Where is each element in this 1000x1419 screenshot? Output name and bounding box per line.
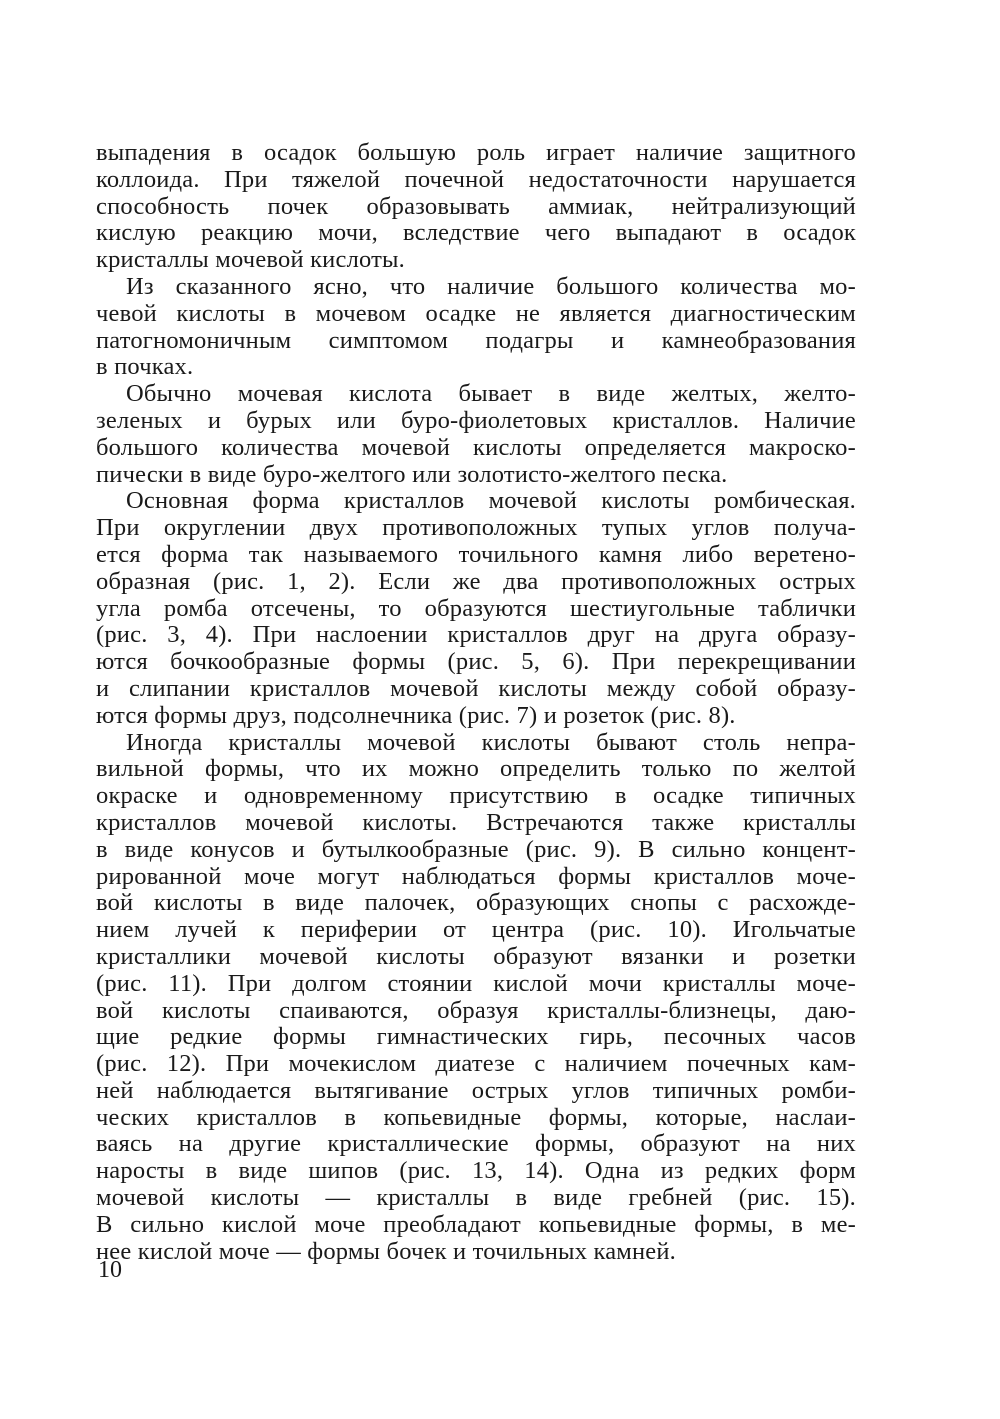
text-line: ется форма так называемого точильного камня либо веретено- bbox=[96, 540, 856, 568]
text-line: ются формы друз, подсолнечника (рис. 7) и розеток (рис. 8). bbox=[96, 701, 736, 729]
text-line: (рис. 11). При долгом стоянии кислой мочи кристаллы моче- bbox=[96, 969, 856, 997]
text-line: щие редкие формы гимнастических гирь, песочных часов bbox=[96, 1023, 856, 1051]
page-number: 10 bbox=[98, 1257, 122, 1283]
paragraph bbox=[96, 730, 856, 1266]
text-line: кристаллы мочевой кислоты. bbox=[96, 246, 406, 274]
text-line: вильной формы, что их можно определить только по желтой bbox=[96, 755, 856, 783]
text-line: (рис. 3, 4). При наслоении кристаллов друг на друга образу- bbox=[96, 621, 856, 649]
text-line: образная (рис. 1, 2). Если же два противоположных острых bbox=[96, 567, 856, 595]
paragraph bbox=[96, 381, 856, 488]
text-line: угла ромба отсечены, то образуются шестиугольные таблички bbox=[96, 594, 856, 622]
text-line: кислую реакцию мочи, вследствие чего выпадают в осадок bbox=[96, 219, 856, 247]
text-line: ются бочкообразные формы (рис. 5, 6). При перекрещивании bbox=[96, 648, 856, 676]
paragraph bbox=[96, 274, 856, 381]
text-line: Основная форма кристаллов мочевой кислоты ромбическая. bbox=[126, 487, 856, 515]
text-line: патогномоничным симптомом подагры и камнеобразования bbox=[96, 326, 856, 354]
text-line: большого количества мочевой кислоты определяется макроско- bbox=[96, 433, 856, 461]
text-line: выпадения в осадок большую роль играет наличие защитного bbox=[96, 139, 856, 166]
text-line: В сильно кислой моче преобладают копьевидные формы, в ме- bbox=[96, 1210, 856, 1238]
text-line: нием лучей к периферии от центра (рис. 10). Игольчатые bbox=[96, 916, 856, 944]
body-text bbox=[96, 140, 856, 1265]
text-line: наросты в виде шипов (рис. 13, 14). Одна из редких форм bbox=[96, 1157, 856, 1185]
text-line: рированной моче могут наблюдаться формы кристаллов моче- bbox=[96, 862, 856, 890]
text-line: Иногда кристаллы мочевой кислоты бывают столь непра- bbox=[126, 728, 856, 756]
text-line: ваясь на другие кристаллические формы, образуют на них bbox=[96, 1130, 856, 1158]
paragraph bbox=[96, 140, 856, 274]
text-line: окраске и одновременному присутствию в осадке типичных bbox=[96, 782, 856, 810]
text-line: Обычно мочевая кислота бывает в виде желтых, желто- bbox=[126, 380, 856, 408]
text-line: Из сказанного ясно, что наличие большого количества мо- bbox=[126, 272, 856, 300]
text-line: (рис. 12). При мочекислом диатезе с наличием почечных кам- bbox=[96, 1050, 856, 1078]
text-line: кристаллов мочевой кислоты. Встречаются также кристаллы bbox=[96, 808, 856, 836]
text-line: мочевой кислоты — кристаллы в виде гребней (рис. 15). bbox=[96, 1184, 856, 1212]
paragraph bbox=[96, 488, 856, 729]
text-line: способность почек образовывать аммиак, нейтрализующий bbox=[96, 192, 856, 220]
text-line: зеленых и бурых или буро-фиолетовых кристаллов. Наличие bbox=[96, 406, 856, 434]
text-line: При округлении двух противоположных тупых углов получа- bbox=[96, 514, 856, 542]
text-line: кристаллики мочевой кислоты образуют вязанки и розетки bbox=[96, 942, 856, 970]
text-line: чевой кислоты в мочевом осадке не является диагностическим bbox=[96, 299, 856, 327]
text-line: пически в виде буро-желтого или золотисто-желтого песка. bbox=[96, 460, 728, 488]
text-line: и слипании кристаллов мочевой кислоты между собой образу- bbox=[96, 674, 856, 702]
text-line: ней наблюдается вытягивание острых углов типичных ромби- bbox=[96, 1076, 856, 1104]
text-line: в виде конусов и бутылкообразные (рис. 9). В сильно концент- bbox=[96, 835, 856, 863]
text-line: в почках. bbox=[96, 353, 194, 381]
text-line: ческих кристаллов в копьевидные формы, которые, наслаи- bbox=[96, 1103, 856, 1131]
text-line: коллоида. При тяжелой почечной недостаточности нарушается bbox=[96, 165, 856, 193]
text-line: вой кислоты спаиваются, образуя кристаллы-близнецы, даю- bbox=[96, 996, 856, 1024]
text-line: нее кислой моче — формы бочек и точильных камней. bbox=[96, 1237, 676, 1265]
text-line: вой кислоты в виде палочек, образующих снопы с расхожде- bbox=[96, 889, 856, 917]
